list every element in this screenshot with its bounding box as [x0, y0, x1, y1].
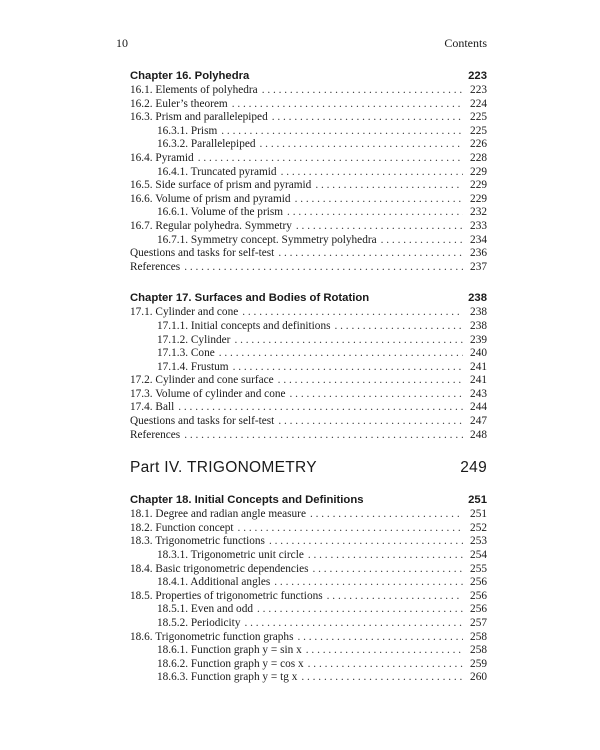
- toc-entry[interactable]: [130, 247, 487, 261]
- toc-entry-title: 18.6. Trigonometric function graphs: [130, 630, 294, 643]
- toc-entry-page: 256: [470, 603, 487, 616]
- toc-entry[interactable]: [130, 98, 487, 112]
- part-page: 249: [460, 459, 487, 477]
- toc-entry[interactable]: [130, 658, 487, 672]
- toc-entry-page: 223: [470, 84, 487, 96]
- toc-entry-page: 256: [470, 589, 487, 602]
- chapter-page: 251: [468, 494, 487, 507]
- toc-entry[interactable]: [130, 306, 487, 320]
- toc-entry-page: 257: [470, 617, 487, 629]
- dot-leader: [257, 603, 463, 617]
- toc-entry-page: 224: [470, 97, 487, 110]
- toc-entry-page: 233: [470, 219, 487, 232]
- toc-entry-page: 228: [470, 151, 487, 164]
- chapter-title: Chapter 17. Surfaces and Bodies of Rotation: [130, 292, 370, 305]
- toc-entry-page: 229: [470, 192, 487, 205]
- toc-entry-page: 254: [470, 549, 487, 562]
- chapter-page: 223: [468, 70, 487, 82]
- toc-entry[interactable]: [130, 347, 487, 361]
- dot-leader: [238, 522, 463, 536]
- chapter-heading[interactable]: [130, 68, 487, 84]
- toc-entry[interactable]: [130, 125, 487, 139]
- toc-entry[interactable]: [130, 234, 487, 248]
- toc-entry-page: 258: [470, 630, 487, 643]
- toc-entry-title: 16.4. Pyramid: [130, 151, 194, 164]
- dot-leader: [221, 125, 463, 139]
- dot-leader: [281, 166, 463, 180]
- toc-entry-title: 18.5.1. Even and odd: [157, 603, 254, 616]
- dot-leader: [269, 535, 463, 549]
- dot-leader: [272, 111, 463, 125]
- toc-entry[interactable]: [130, 388, 487, 402]
- dot-leader: [234, 334, 463, 348]
- toc-entry-title: 17.1. Cylinder and cone: [130, 306, 239, 319]
- toc-entry[interactable]: [130, 401, 487, 415]
- part-title: Part IV. TRIGONOMETRY: [130, 459, 317, 477]
- toc-entry[interactable]: [130, 320, 487, 334]
- toc-entry-page: 240: [470, 347, 487, 360]
- toc-entry-page: 239: [470, 333, 487, 346]
- dot-leader: [308, 658, 463, 672]
- dot-leader: [278, 415, 463, 429]
- toc-entry[interactable]: [130, 84, 487, 98]
- toc-entry[interactable]: [130, 111, 487, 125]
- toc-entry[interactable]: [130, 535, 487, 549]
- toc-entry-page: 229: [470, 179, 487, 192]
- toc-entry-title: Questions and tasks for self-test: [130, 247, 275, 260]
- toc-entry-page: 229: [470, 165, 487, 178]
- toc-entry-title: 18.2. Function concept: [130, 521, 234, 534]
- toc-entry[interactable]: [130, 603, 487, 617]
- toc-entry-title: 16.3.1. Prism: [157, 124, 218, 137]
- dot-leader: [310, 508, 463, 522]
- toc-entry-page: 253: [470, 535, 487, 548]
- toc-entry[interactable]: [130, 179, 487, 193]
- dot-leader: [178, 401, 463, 415]
- toc-entry-page: 236: [470, 247, 487, 260]
- toc-entry-title: 18.1. Degree and radian angle measure: [130, 508, 306, 521]
- toc-entry-page: 243: [470, 387, 487, 400]
- toc-entry[interactable]: [130, 617, 487, 631]
- toc-entry[interactable]: [130, 590, 487, 604]
- chapter-heading[interactable]: [130, 290, 487, 306]
- dot-leader: [233, 361, 463, 375]
- dot-leader: [308, 549, 463, 563]
- toc-entry-page: 247: [470, 415, 487, 428]
- toc-entry-page: 256: [470, 576, 487, 589]
- dot-leader: [335, 320, 464, 334]
- toc-entry-title: 18.4.1. Additional angles: [157, 576, 271, 589]
- dot-leader: [278, 374, 463, 388]
- toc-entry-page: 241: [470, 360, 487, 373]
- toc-entry-page: 248: [470, 428, 487, 441]
- toc-entry[interactable]: [130, 563, 487, 577]
- toc-entry[interactable]: [130, 193, 487, 207]
- dot-leader: [296, 220, 463, 234]
- toc-entry-title: 16.7.1. Symmetry concept. Symmetry polyhedra: [157, 233, 377, 246]
- chapter-title: Chapter 18. Initial Concepts and Definitions: [130, 494, 364, 507]
- toc-entry-page: 258: [470, 644, 487, 657]
- toc-entry[interactable]: [130, 220, 487, 234]
- toc-entry[interactable]: [130, 166, 487, 180]
- dot-leader: [184, 261, 463, 275]
- dot-leader: [301, 671, 463, 685]
- dot-leader: [242, 306, 463, 320]
- toc-entries: [130, 306, 487, 442]
- page-number: 10: [116, 36, 128, 50]
- toc-entry-title: References: [130, 428, 181, 441]
- dot-leader: [232, 98, 463, 112]
- dot-leader: [306, 644, 463, 658]
- toc-entry-title: 18.3.1. Trigonometric unit circle: [157, 549, 304, 562]
- toc-entry-title: 18.5. Properties of trigonometric functions: [130, 589, 323, 602]
- toc-entry-title: 18.6.1. Function graph y = sin x: [157, 644, 302, 657]
- toc-entry-page: 232: [470, 206, 487, 219]
- toc-entry-page: 237: [470, 260, 487, 273]
- toc-entry-page: 252: [470, 521, 487, 534]
- toc-entry-page: 225: [470, 111, 487, 124]
- dot-leader: [274, 576, 463, 590]
- toc-entry[interactable]: [130, 261, 487, 275]
- toc-entry-title: 17.1.3. Cone: [157, 347, 215, 360]
- toc-entry-title: 18.3. Trigonometric functions: [130, 535, 265, 548]
- toc-entry-title: 17.1.4. Frustum: [157, 360, 229, 373]
- toc-entry[interactable]: [130, 508, 487, 522]
- dot-leader: [297, 631, 463, 645]
- toc-entry[interactable]: [130, 361, 487, 375]
- toc-entries: [130, 84, 487, 274]
- toc-entry[interactable]: [130, 206, 487, 220]
- toc-entry[interactable]: [130, 576, 487, 590]
- toc-entry[interactable]: [130, 644, 487, 658]
- toc-entry-title: 16.2. Euler’s theorem: [130, 97, 228, 110]
- dot-leader: [244, 617, 463, 631]
- toc-entry-title: 16.1. Elements of polyhedra: [130, 84, 258, 96]
- toc-entry[interactable]: [130, 334, 487, 348]
- toc-entry-title: 17.1.1. Initial concepts and definitions: [157, 319, 331, 332]
- toc-entry-page: 241: [470, 374, 487, 387]
- toc-entry-title: 16.4.1. Truncated pyramid: [157, 165, 277, 178]
- dot-leader: [198, 152, 463, 166]
- chapter-17-section: [130, 290, 487, 442]
- dot-leader: [327, 590, 463, 604]
- toc-entry[interactable]: [130, 138, 487, 152]
- toc-entry-title: 18.5.2. Periodicity: [157, 617, 241, 629]
- chapter-16-section: [130, 68, 487, 274]
- toc-entry-page: 244: [470, 401, 487, 414]
- toc-entry[interactable]: [130, 522, 487, 536]
- dot-leader: [295, 193, 463, 207]
- toc-entry-page: 260: [470, 671, 487, 684]
- toc-entry-title: 17.2. Cylinder and cone surface: [130, 374, 274, 387]
- toc-entry-title: References: [130, 260, 181, 273]
- toc-entry-title: 16.6.1. Volume of the prism: [157, 206, 284, 219]
- toc-entry[interactable]: [130, 415, 487, 429]
- toc-entry-page: 255: [470, 562, 487, 575]
- dot-leader: [184, 429, 463, 443]
- chapter-title: Chapter 16. Polyhedra: [130, 70, 250, 82]
- toc-entry[interactable]: [130, 429, 487, 443]
- part-heading[interactable]: [130, 458, 487, 478]
- toc-entry-title: 16.3. Prism and parallelepiped: [130, 111, 268, 124]
- toc-entry-page: 238: [470, 319, 487, 332]
- chapter-page: 238: [468, 292, 487, 305]
- dot-leader: [381, 234, 463, 248]
- table-of-contents: [130, 68, 487, 701]
- toc-entry-title: 18.6.3. Function graph y = tg x: [157, 671, 298, 684]
- toc-entry[interactable]: [130, 374, 487, 388]
- dot-leader: [315, 179, 463, 193]
- toc-entry-title: 17.3. Volume of cylinder and cone: [130, 387, 286, 400]
- toc-entry-title: 16.6. Volume of prism and pyramid: [130, 192, 291, 205]
- toc-entry-title: 18.4. Basic trigonometric dependencies: [130, 562, 309, 575]
- dot-leader: [313, 563, 464, 577]
- toc-entry-page: 226: [470, 138, 487, 151]
- dot-leader: [219, 347, 463, 361]
- chapter-18-section: [130, 492, 487, 685]
- dot-leader: [260, 138, 463, 152]
- toc-entry-title: 16.3.2. Parallelepiped: [157, 138, 256, 151]
- toc-entry-page: 234: [470, 233, 487, 246]
- toc-entry-page: 225: [470, 124, 487, 137]
- toc-entry-title: 16.7. Regular polyhedra. Symmetry: [130, 219, 292, 232]
- toc-entry-page: 251: [470, 508, 487, 521]
- toc-entry-title: 17.4. Ball: [130, 401, 175, 414]
- toc-entry-page: 238: [470, 306, 487, 319]
- toc-entries: [130, 508, 487, 685]
- chapter-heading[interactable]: [130, 492, 487, 508]
- toc-entry[interactable]: [130, 631, 487, 645]
- running-head-title: Contents: [444, 36, 487, 50]
- dot-leader: [278, 247, 463, 261]
- running-head: [116, 36, 487, 51]
- toc-entry-title: Questions and tasks for self-test: [130, 415, 275, 428]
- toc-entry[interactable]: [130, 671, 487, 685]
- dot-leader: [262, 84, 463, 98]
- dot-leader: [287, 206, 463, 220]
- toc-entry[interactable]: [130, 549, 487, 563]
- toc-entry-title: 16.5. Side surface of prism and pyramid: [130, 179, 312, 192]
- dot-leader: [290, 388, 463, 402]
- toc-entry-title: 18.6.2. Function graph y = cos x: [157, 657, 304, 670]
- toc-entry-page: 259: [470, 657, 487, 670]
- toc-entry[interactable]: [130, 152, 487, 166]
- toc-entry-title: 17.1.2. Cylinder: [157, 333, 231, 346]
